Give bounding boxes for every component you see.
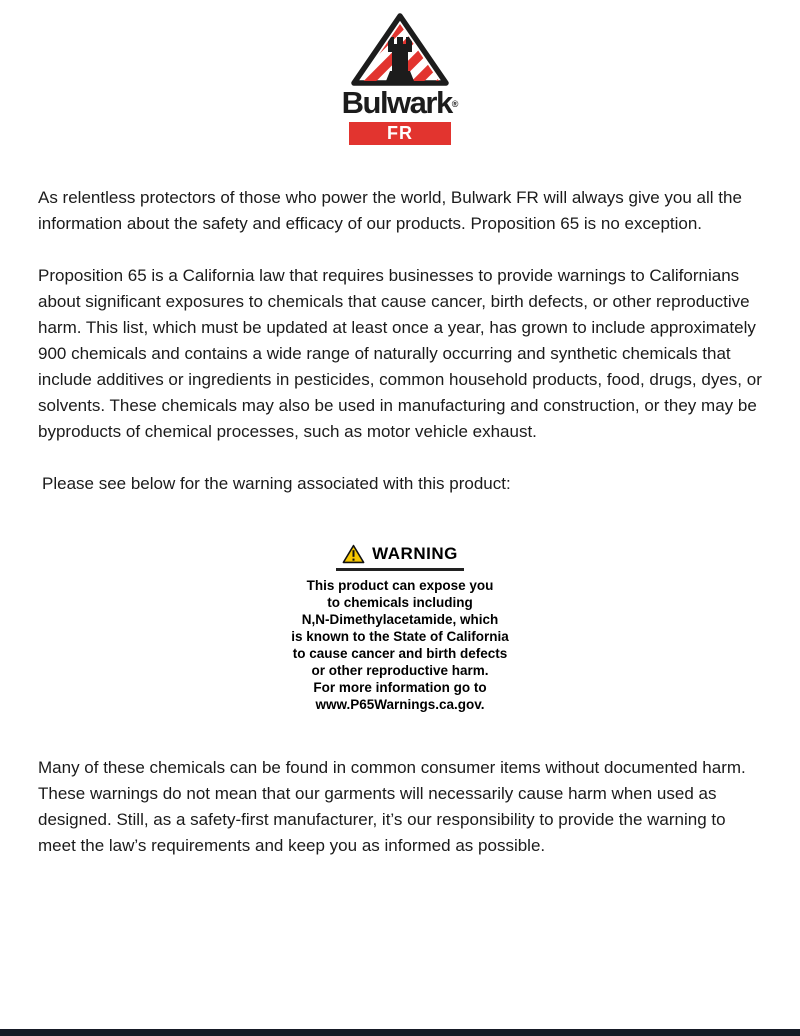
warning-line: is known to the State of California: [291, 629, 509, 644]
warning-line: to cause cancer and birth defects: [292, 646, 508, 661]
fr-badge-label: FR: [387, 123, 413, 143]
brand-wordmark: [335, 86, 465, 120]
warning-line: or other reproductive harm.: [311, 663, 489, 678]
closing-paragraph: Many of these chemicals can be found in common consumer items without documented harm. These warnings do not mean that our garments will necessarily cause harm when used as designed. Still, as a safety-first manufacturer, it’s our responsibility to provide the warning to meet the law’s requirements and keep you as informed as possible.: [38, 758, 746, 855]
bulwark-castle-logo-icon: [349, 12, 451, 86]
prop65-warning-label: [250, 543, 550, 713]
document-body: [38, 185, 762, 859]
fr-badge: [349, 122, 451, 145]
prop65-description-paragraph: Proposition 65 is a California law that requires businesses to provide warnings to Californians about significant exposures to chemicals that cause cancer, birth defects, or other reproductive harm. This list, which must be updated at least once a year, has grown to include approximately 900 chemicals and contains a wide range of naturally occurring and synthetic chemicals that include additives or ingredients in pesticides, common household products, food, drugs, dyes, or solvents. These chemicals may also be used in manufacturing and construction, or they may be byproducts of chemical processes, such as motor vehicle exhaust.: [38, 266, 762, 441]
warning-line: This product can expose you: [306, 578, 494, 593]
warning-underline: [336, 568, 464, 571]
brand-name: Bulwark: [341, 85, 452, 120]
warning-triangle-icon: [342, 544, 365, 564]
page-bottom-bar: [0, 1029, 800, 1036]
registered-trademark-mark: ®: [451, 99, 459, 109]
intro-paragraph: As relentless protectors of those who power the world, Bulwark FR will always give you all the information about the safety and efficacy of our products. Proposition 65 is no exception.: [38, 188, 742, 233]
warning-line: to chemicals including: [327, 595, 473, 610]
warning-line: For more information go to: [313, 680, 487, 695]
warning-line: N,N-Dimethylacetamide, which: [301, 612, 499, 627]
bulwark-logo: [335, 0, 465, 145]
warning-text: [250, 577, 550, 713]
warning-title: WARNING: [372, 544, 458, 563]
see-below-paragraph: Please see below for the warning associated with this product:: [42, 474, 511, 493]
warning-line: www.P65Warnings.ca.gov.: [315, 697, 485, 712]
warning-header: [250, 543, 550, 565]
